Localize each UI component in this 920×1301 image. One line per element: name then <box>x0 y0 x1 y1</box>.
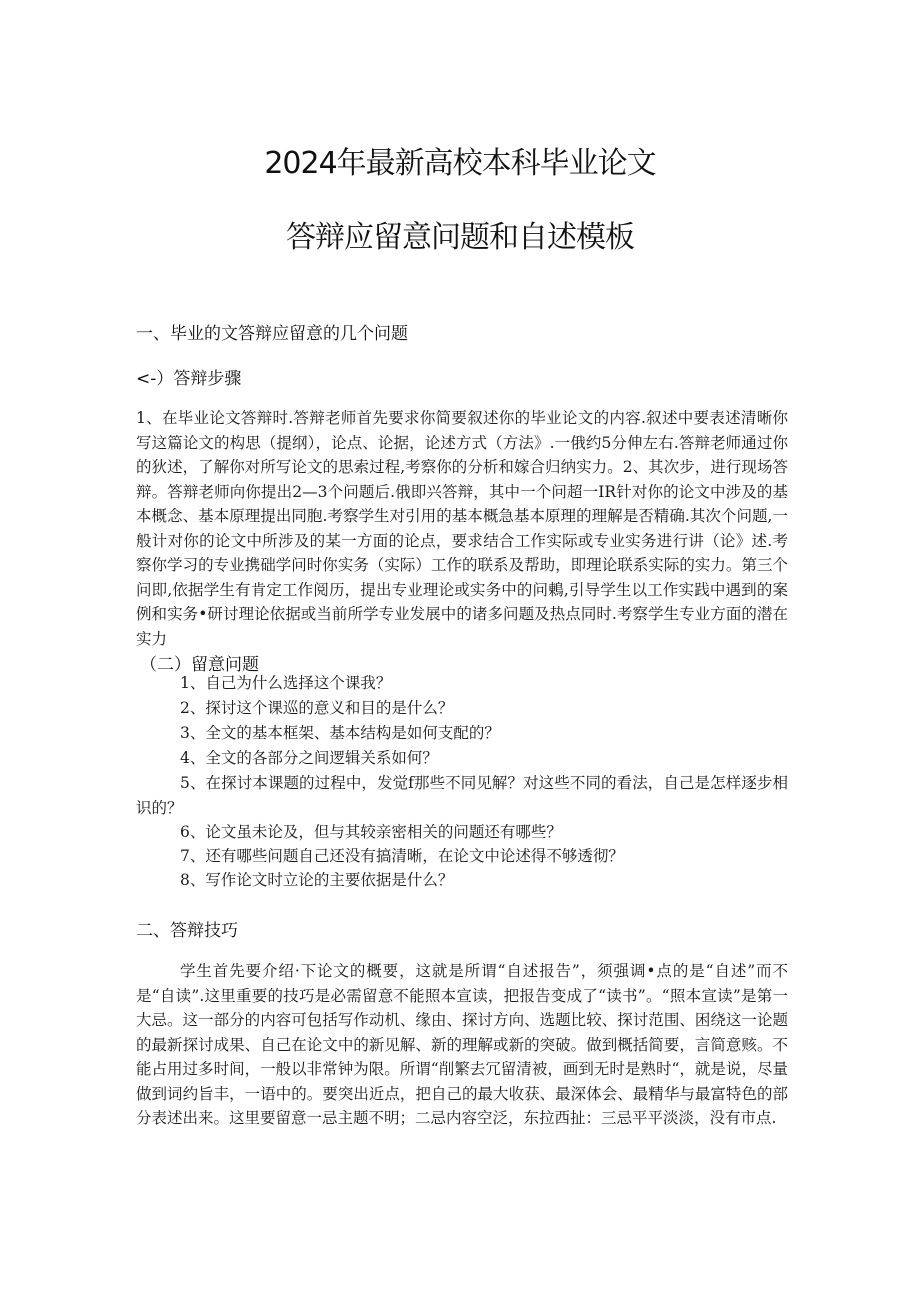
question-item: 8、写作论文时立论的主要依据是什么？ <box>180 871 454 889</box>
question-item: 7、还有哪些问题自己还没有搞清晰，在论文中论述得不够透彻？ <box>180 847 624 865</box>
question-item: 1、自己为什么选择这个课我？ <box>180 674 392 692</box>
answer-steps-paragraph: 1、在毕业论文答辩时.答辩老师首先要求你简要叙述你的毕业论文的内容.叙述中要表述清晰你写这篇论文的构思（提纲），论点、论据，论述方式（方法》.一俄约5分伸左右.答辩老师通过你的狄述，了解你对所写论文的思索过程,考察你的分析和嫁合归纳实力。2、其次步，进行现场答辩。答辩老师向你提出2—3个问题后.俄即兴答辩，其中一个问超一IR针对你的论文中涉及的基本概念、基本原理提出同胞.考察学生对引用的基本概急基本原理的理解是否精确.其次个问题,一般计对你的论文中所涉及的某一方面的论点，要求结合工作实际或专业实务进行讲（论》述.考察你学习的专业携础学问时你实务（实际）工作的联系及帮助，即理论联系实际的实力。第三个问即,依据学生有肯定工作阅历，提出专业理论或实务中的问鶇,引导学生以工作实践中遇到的案例和实务•研讨理论依据或当前所学专业发展中的诸多问题及热点同时.考察学生专业方面的潜在实力 <box>136 409 788 648</box>
answer-skills-paragraph: 学生首先要介绍·下论文的概要，这就是所谓“自述报告”，须强调•点的是“自述”而不是“自读”.这里重要的技巧是必需留意不能照本宣读，把报告变成了“读书”。“照本宣读”是第一大忌。这一部分的内容可包括写作动机、缘由、探讨方向、选题比较、探讨范围、困绕这一论题的最新探讨成果、自己在论文中的新见解、新的理解或新的突破。做到概括简要，言简意赅。不能占用过多时间，一般以非常钟为限。所谓“削繁去冗留清被，画到无时是熟时“，就是说，尽量做到词约旨丰，一语中的。要突出近点，把自己的最大收获、最深体会、最精华与最富特色的部分表述出来。这里要留意一忌主题不明；二忌内容空泛，东拉西扯：三忌平平淡淡，没有市点. <box>136 962 788 1127</box>
question-item: 3、全文的基本框架、基本结构是如何支配的？ <box>180 724 500 742</box>
document-title-line-1: 2024年最新高校本科毕业论文 <box>264 146 656 181</box>
question-item: 5、在探讨本课题的过程中，发觉f那些不同见解？对这些不同的看法，自己是怎样逐步相识的？ <box>136 774 788 817</box>
section-2-heading: 二、答辩技巧 <box>136 921 238 941</box>
subsection-2-heading: （二）留意问题 <box>140 655 259 675</box>
subsection-1-heading: <-）答辩步骤 <box>136 369 242 389</box>
question-item: 4、全文的各部分之间逻辑关系如何？ <box>180 749 438 767</box>
question-item: 6、论文虽未论及，但与其较亲密相关的问题还有哪些？ <box>180 823 562 841</box>
section-1-heading: 一、毕业的文答辩应留意的几个问题 <box>136 324 408 344</box>
document-title-line-2: 答辩应留意问题和自述模板 <box>286 220 634 255</box>
question-item: 2、探讨这个课巡的意义和目的是什么？ <box>180 699 454 717</box>
